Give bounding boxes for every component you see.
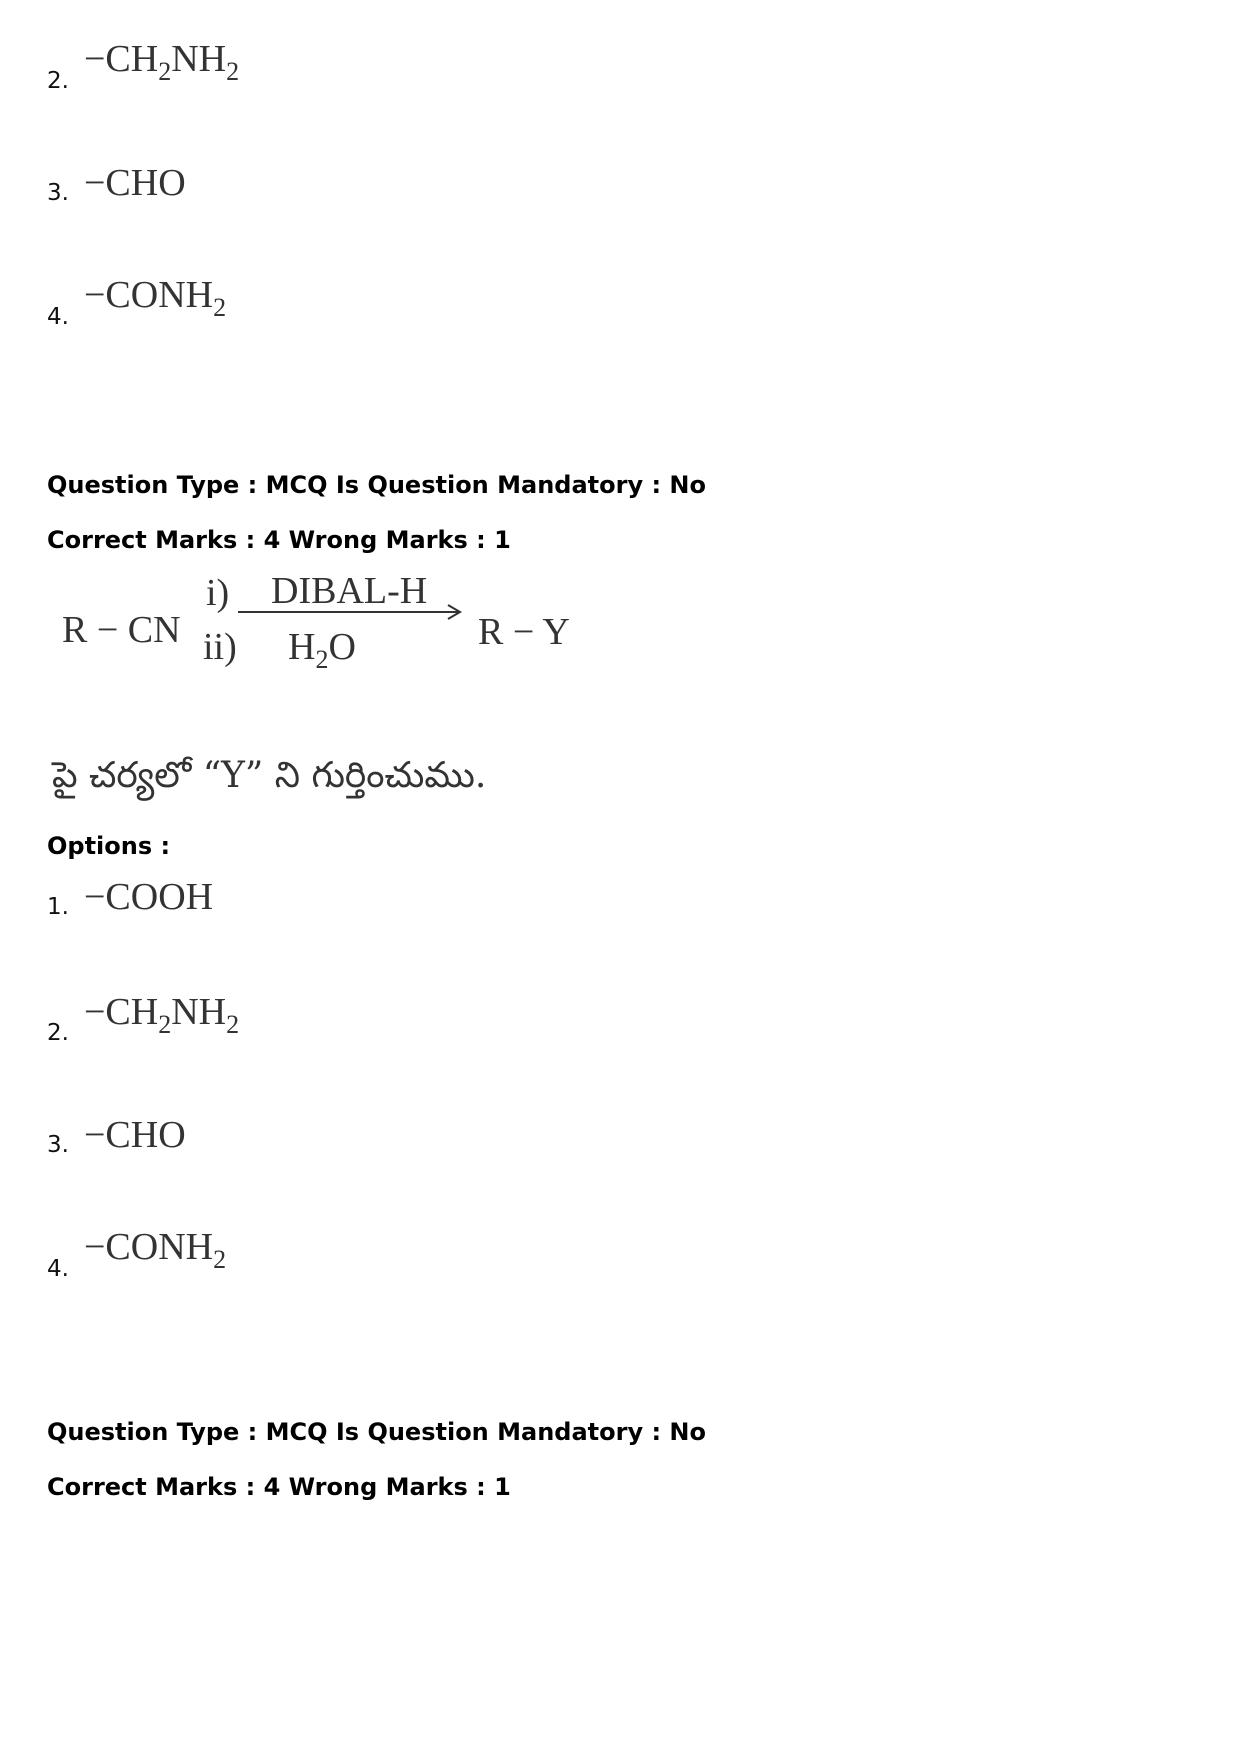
step1-label: i): [206, 572, 230, 614]
option-number: 1.: [47, 894, 69, 920]
option-number: 4.: [47, 304, 69, 330]
option-number: 3.: [47, 180, 69, 206]
reactant: R − CN: [62, 609, 181, 651]
option-formula: $-CH_2NH_2$: [84, 991, 240, 1039]
option-formula: −CHO: [84, 1114, 186, 1156]
option-formula: $-CONH_2$: [84, 1226, 227, 1274]
option-formula: $-CH_2NH_2$: [84, 38, 240, 86]
question-type-line: Question Type : MCQ Is Question Mandatory : No: [47, 471, 706, 499]
product: R − Y: [478, 611, 570, 653]
option-number: 2.: [47, 68, 69, 94]
option-number: 2.: [47, 1020, 69, 1046]
step2-reagent: $H_2O$: [288, 626, 356, 674]
reaction-arrow: [236, 602, 464, 622]
option-number: 4.: [47, 1256, 69, 1282]
marks-line: Correct Marks : 4 Wrong Marks : 1: [47, 1473, 511, 1501]
option-formula: −CHO: [84, 162, 186, 204]
question-text: పై చర్యలో “Y” ని గుర్తించుము.: [52, 755, 487, 796]
option-number: 3.: [47, 1132, 69, 1158]
marks-line: Correct Marks : 4 Wrong Marks : 1: [47, 526, 511, 554]
step1-reagent: DIBAL-H: [271, 570, 428, 612]
option-formula: $-CONH_2$: [84, 274, 227, 322]
options-label: Options :: [47, 832, 171, 860]
question-type-line: Question Type : MCQ Is Question Mandatory : No: [47, 1418, 706, 1446]
option-formula: −COOH: [84, 876, 214, 918]
step2-label: ii): [203, 626, 237, 668]
